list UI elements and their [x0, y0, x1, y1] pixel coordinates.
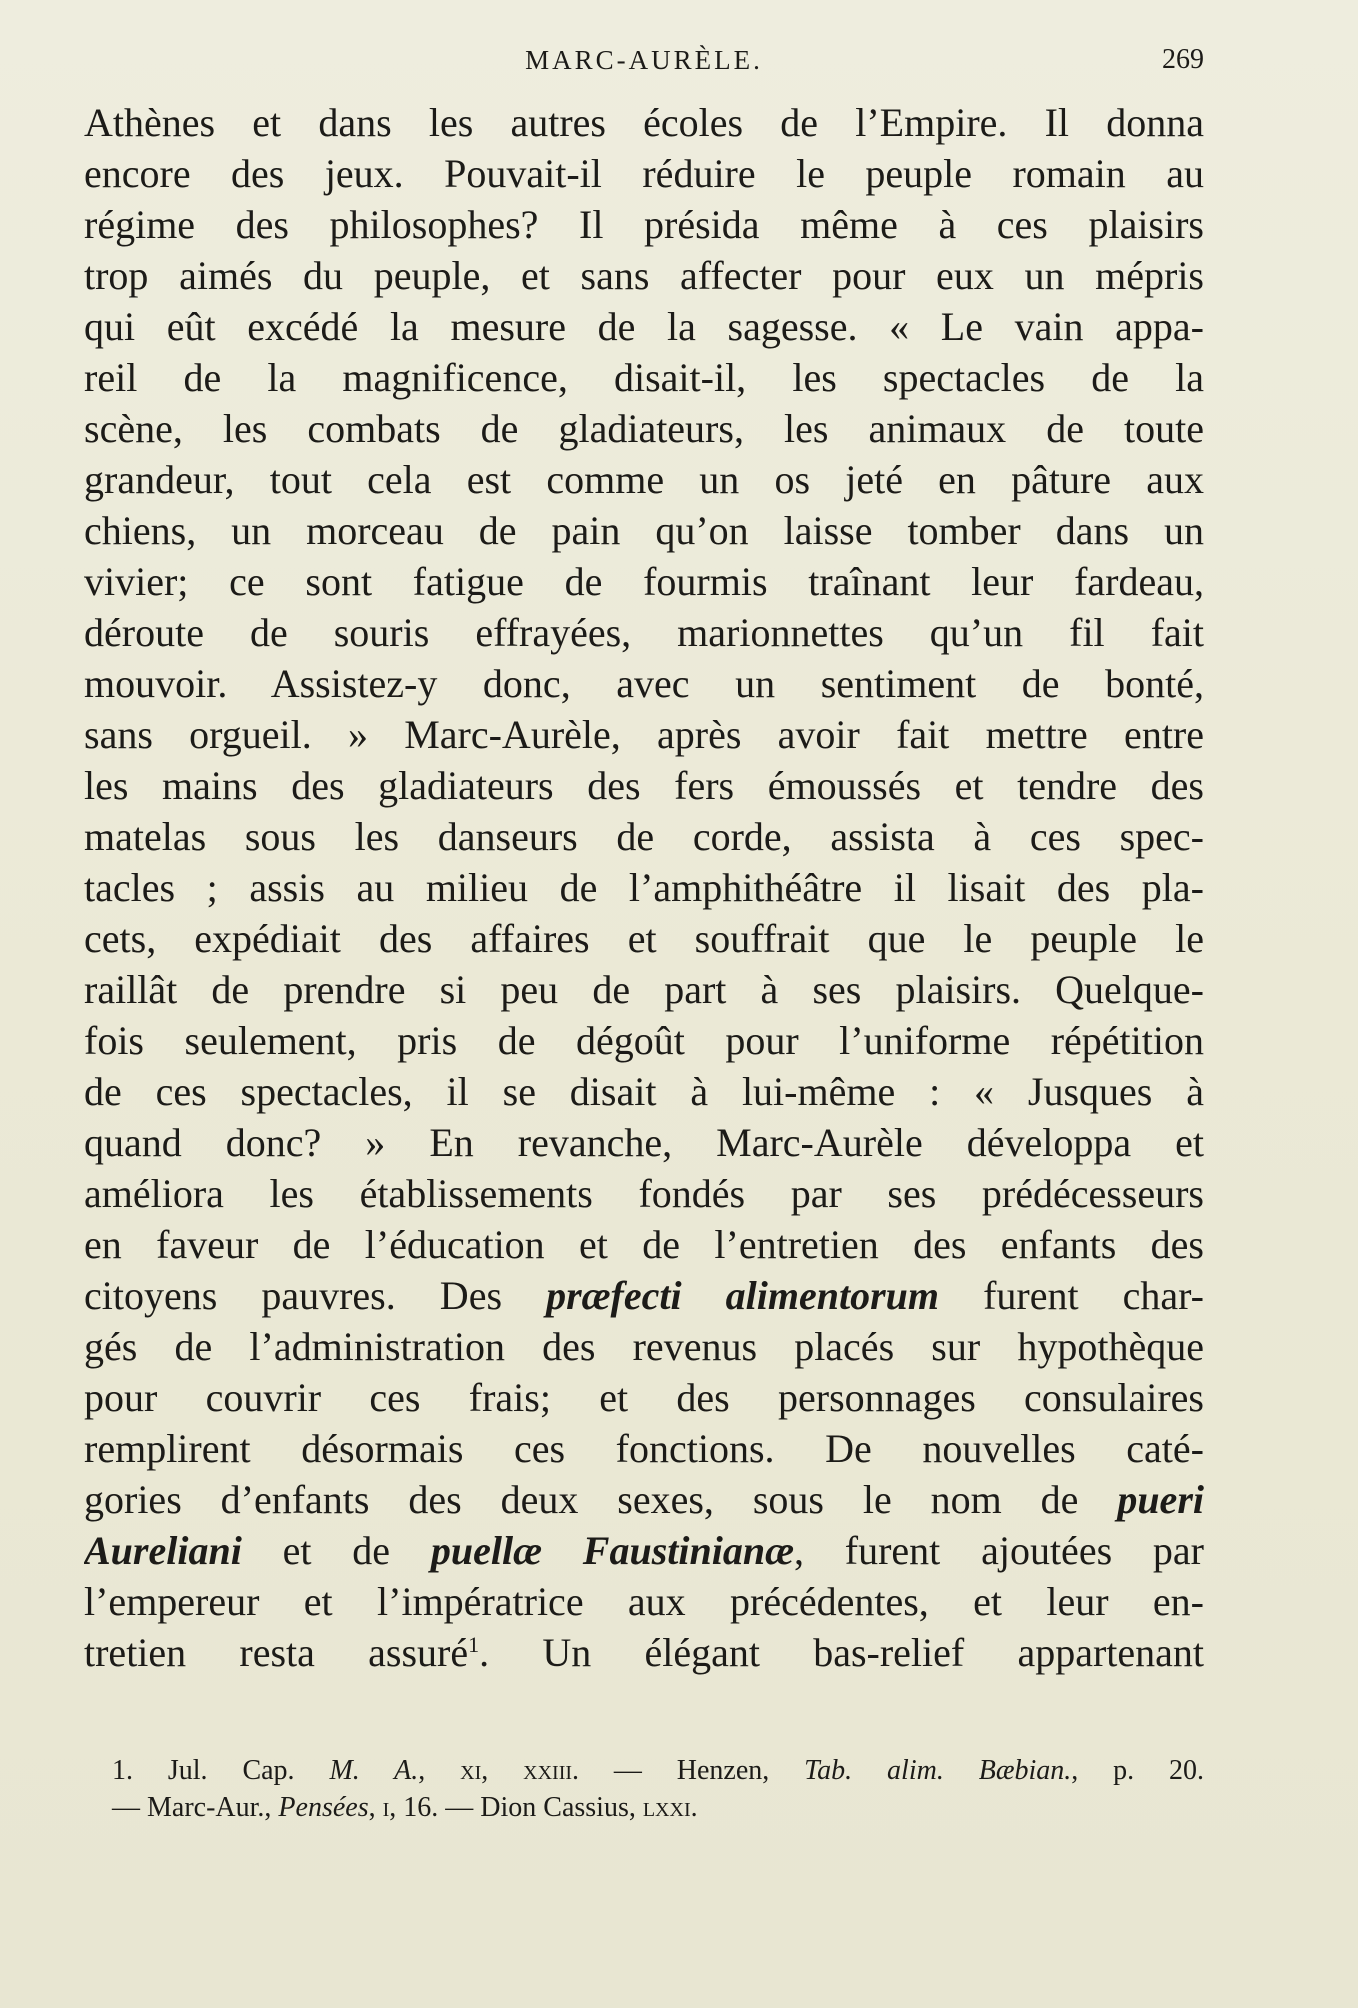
text-line [84, 250, 1204, 301]
text-line [84, 1525, 1204, 1576]
italic-text: M. A. [329, 1755, 419, 1786]
text-segment: chiens, un morceau de pain qu’on laisse tomber dans un [84, 508, 1204, 553]
text-segment: raillât de prendre si peu de part à ses plaisirs. Quelque- [84, 967, 1204, 1012]
italic-text: Tab. alim. Bæbian. [804, 1755, 1072, 1786]
text-segment: l’empereur et l’impératrice aux précédentes, et leur en- [84, 1579, 1204, 1624]
text-line [84, 1117, 1204, 1168]
text-segment: pour couvrir ces frais; et des personnages consulaires [84, 1375, 1204, 1420]
text-segment: améliora les établissements fondés par ses prédécesseurs [84, 1171, 1204, 1216]
text-segment: encore des jeux. Pouvait-il réduire le peuple romain au [84, 151, 1204, 196]
text-segment: . — Henzen, [572, 1755, 805, 1786]
text-segment: en faveur de l’éducation et de l’entretien des enfants des [84, 1222, 1204, 1267]
text-line [84, 862, 1204, 913]
text-line [84, 1474, 1204, 1525]
text-segment: cets, expédiait des affaires et souffrait que le peuple le [84, 916, 1204, 961]
text-line [84, 505, 1204, 556]
text-segment: . Un élégant bas-relief appartenant [479, 1630, 1204, 1675]
text-line [84, 1219, 1204, 1270]
text-line [84, 1576, 1204, 1627]
text-segment: reil de la magnificence, disait-il, les spectacles de la [84, 355, 1204, 400]
text-line [84, 964, 1204, 1015]
text-segment: , [368, 1792, 383, 1823]
footnote-line [112, 1752, 1204, 1789]
page-number: 269 [1162, 44, 1204, 75]
text-segment: les mains des gladiateurs des fers émoussés et tendre des [84, 763, 1204, 808]
text-segment: grandeur, tout cela est comme un os jeté en pâture aux [84, 457, 1204, 502]
italic-text: Pensées [278, 1792, 369, 1823]
text-segment: et de [241, 1528, 431, 1573]
text-segment: gories d’enfants des deux sexes, sous le nom de [84, 1477, 1118, 1522]
text-segment: déroute de souris effrayées, marionnettes qu’un fil fait [84, 610, 1204, 655]
footnote-line [112, 1789, 1204, 1826]
italic-text: puellæ Faustinianæ [430, 1528, 794, 1573]
text-segment: régime des philosophes? Il présida même à ces plaisirs [84, 202, 1204, 247]
small-caps-text: lxxi [642, 1792, 691, 1823]
text-line [84, 148, 1204, 199]
text-segment: remplirent désormais ces fonctions. De nouvelles caté- [84, 1426, 1204, 1471]
small-caps-text: i [382, 1792, 390, 1823]
text-line [84, 301, 1204, 352]
text-line [84, 913, 1204, 964]
running-title: MARC-AURÈLE. [525, 45, 763, 75]
small-caps-text: xi [460, 1755, 482, 1786]
text-segment: . [690, 1792, 698, 1823]
text-segment: fois seulement, pris de dégoût pour l’uniforme répétition [84, 1018, 1204, 1063]
text-segment: matelas sous les danseurs de corde, assista à ces spec- [84, 814, 1204, 859]
text-line [84, 352, 1204, 403]
italic-text: Aureliani [84, 1528, 242, 1573]
text-segment: 1. Jul. Cap. [112, 1755, 330, 1786]
text-segment: Athènes et dans les autres écoles de l’Empire. Il donna [84, 100, 1204, 145]
text-segment: tacles ; assis au milieu de l’amphithéâtre il lisait des pla- [84, 865, 1204, 910]
text-segment: citoyens pauvres. Des [84, 1273, 547, 1318]
text-segment: , 16. — Dion Cassius, [389, 1792, 643, 1823]
text-segment: scène, les combats de gladiateurs, les animaux de toute [84, 406, 1204, 451]
text-segment: , furent ajoutées par [793, 1528, 1204, 1573]
text-segment: , [418, 1755, 461, 1786]
text-segment: , [481, 1755, 524, 1786]
text-segment: quand donc? » En revanche, Marc-Aurèle développa et [84, 1120, 1204, 1165]
text-line [84, 199, 1204, 250]
text-line [84, 760, 1204, 811]
text-segment: qui eût excédé la mesure de la sagesse. « Le vain appa- [84, 304, 1204, 349]
text-line [84, 403, 1204, 454]
text-line [84, 1321, 1204, 1372]
text-line [84, 1168, 1204, 1219]
text-segment: tretien resta assuré [84, 1630, 469, 1675]
text-line [84, 97, 1204, 148]
text-segment: furent char- [939, 1273, 1204, 1318]
text-segment: sans orgueil. » Marc-Aurèle, après avoir fait mettre entre [84, 712, 1204, 757]
text-segment: mouvoir. Assistez-y donc, avec un sentiment de bonté, [84, 661, 1204, 706]
footnote-marker: 1 [468, 1632, 480, 1657]
text-line [84, 1627, 1204, 1678]
footnotes [112, 1752, 1204, 1826]
small-caps-text: xxiii [523, 1755, 573, 1786]
text-segment: — Marc-Aur., [112, 1792, 279, 1823]
text-line [84, 1270, 1204, 1321]
text-line [84, 1066, 1204, 1117]
text-segment: , p. 20. [1071, 1755, 1205, 1786]
body-text [84, 97, 1204, 1678]
text-line [84, 607, 1204, 658]
text-line [84, 454, 1204, 505]
italic-text: præfecti alimentorum [546, 1273, 940, 1318]
text-line [84, 1372, 1204, 1423]
text-line [84, 709, 1204, 760]
text-line [84, 1015, 1204, 1066]
text-line [84, 811, 1204, 862]
page-header [84, 40, 1204, 80]
text-segment: gés de l’administration des revenus placés sur hypothèque [84, 1324, 1204, 1369]
text-line [84, 658, 1204, 709]
italic-text: pueri [1117, 1477, 1204, 1522]
text-line [84, 556, 1204, 607]
text-segment: vivier; ce sont fatigue de fourmis traînant leur fardeau, [84, 559, 1204, 604]
text-segment: de ces spectacles, il se disait à lui-même : « Jusques à [84, 1069, 1204, 1114]
text-segment: trop aimés du peuple, et sans affecter pour eux un mépris [84, 253, 1204, 298]
text-line [84, 1423, 1204, 1474]
